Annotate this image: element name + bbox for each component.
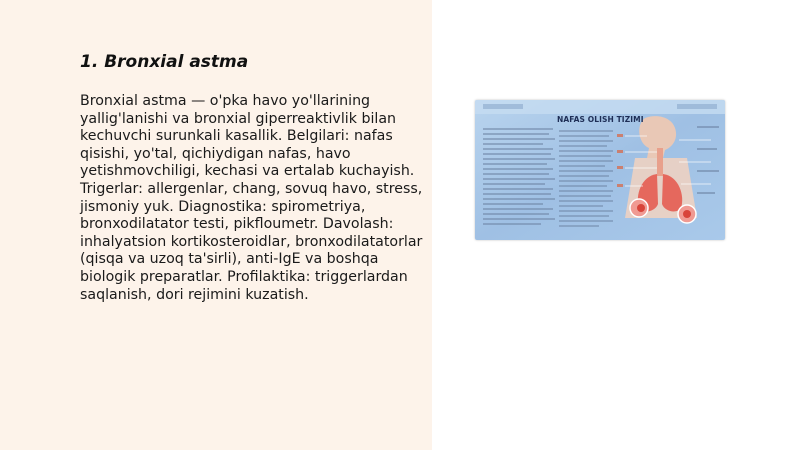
slide-title: 1. Bronxial astma xyxy=(80,52,249,72)
respiratory-system-image xyxy=(475,100,725,240)
slide-body-text: Bronxial astma — o'pka havo yo'llarining yallig'lanishi va bronxial giperreaktivlik bilan kechuvchi surunkali kasallik. Belgilari: nafas qisishi, yo'tal, qichiydigan nafas, havo yetishmovchiligi, kechasi va ertalab kuchayish. Trigerlar: allergenlar, chang, sovuq havo, stress, jismoniy yuk. Diagnostika: spirometriya, bronxodilatator testi, pikfloumetr. Davolash: inhalyatsion kortikosteroidlar, bronxodilatatorlar (qisqa va uzoq ta'sirli), anti-IgE va boshqa biologik preparatlar. Profilaktika: triggerlardan saqlanish, dori rejimini kuzatish. xyxy=(80,93,423,303)
image-caption: NAFAS OLISH TIZIMI xyxy=(557,115,644,124)
